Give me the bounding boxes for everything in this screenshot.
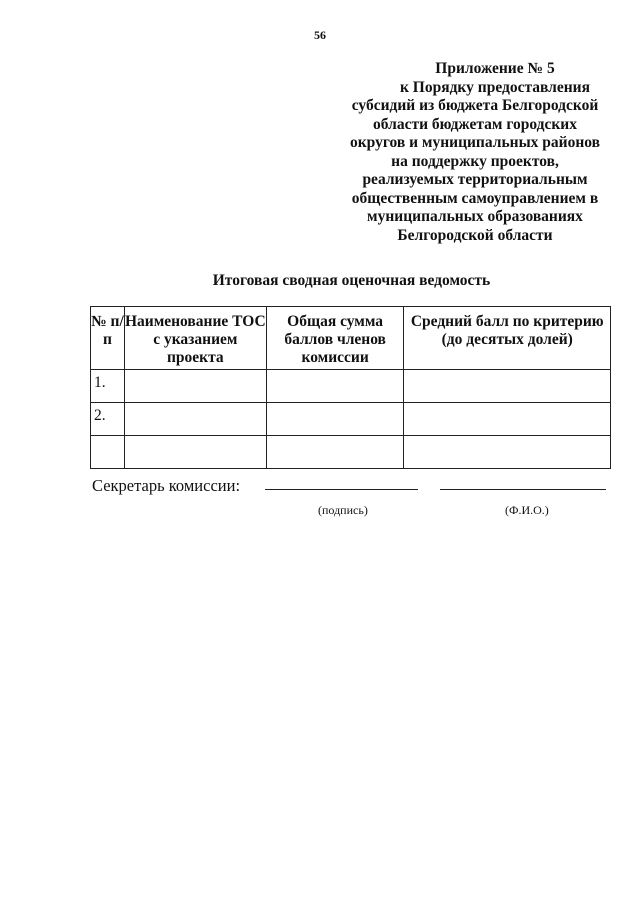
appendix-number: Приложение № 5 bbox=[435, 60, 555, 77]
table-cell: 1. bbox=[91, 370, 125, 403]
appendix-line: округов и муниципальных районов bbox=[349, 134, 601, 151]
table-cell bbox=[266, 370, 404, 403]
secretary-label: Секретарь комиссии: bbox=[92, 476, 241, 495]
table-row bbox=[91, 436, 611, 469]
appendix-line: муниципальных образованиях bbox=[367, 208, 583, 225]
signature-line bbox=[265, 489, 418, 490]
table-cell bbox=[91, 436, 125, 469]
column-header-number: № п/п bbox=[91, 307, 125, 370]
table-cell bbox=[404, 436, 611, 469]
summary-table bbox=[90, 306, 611, 469]
table-cell bbox=[266, 403, 404, 436]
document-title: Итоговая сводная оценочная ведомость bbox=[212, 272, 491, 289]
appendix-line: общественным самоуправлением в bbox=[351, 189, 599, 207]
column-header-average-score: Средний балл по критерию (до десятых долей) bbox=[404, 307, 611, 370]
appendix-line: к Порядку предоставления bbox=[399, 78, 591, 96]
table-row bbox=[91, 403, 611, 436]
full-name-line bbox=[440, 489, 606, 490]
appendix-heading bbox=[346, 60, 604, 245]
table-cell bbox=[124, 436, 266, 469]
appendix-line: Белгородской области bbox=[397, 226, 553, 244]
appendix-line: области бюджетам городских bbox=[373, 115, 577, 133]
appendix-line: реализуемых территориальным bbox=[362, 171, 588, 188]
column-header-total-score: Общая сумма баллов членов комиссии bbox=[266, 307, 404, 370]
table-header-row bbox=[91, 307, 611, 370]
table-cell: 2. bbox=[91, 403, 125, 436]
table-cell bbox=[124, 403, 266, 436]
table-row bbox=[91, 370, 611, 403]
column-header-name: Наименование ТОС с указанием проекта bbox=[124, 307, 266, 370]
appendix-line: на поддержку проектов, bbox=[391, 152, 559, 170]
table-cell bbox=[124, 370, 266, 403]
full-name-caption: (Ф.И.О.) bbox=[505, 503, 549, 517]
table-cell bbox=[266, 436, 404, 469]
table-cell bbox=[404, 370, 611, 403]
appendix-line: субсидий из бюджета Белгородской bbox=[351, 97, 599, 114]
signature-caption: (подпись) bbox=[318, 503, 368, 517]
table-cell bbox=[404, 403, 611, 436]
page-number: 56 bbox=[314, 28, 326, 42]
